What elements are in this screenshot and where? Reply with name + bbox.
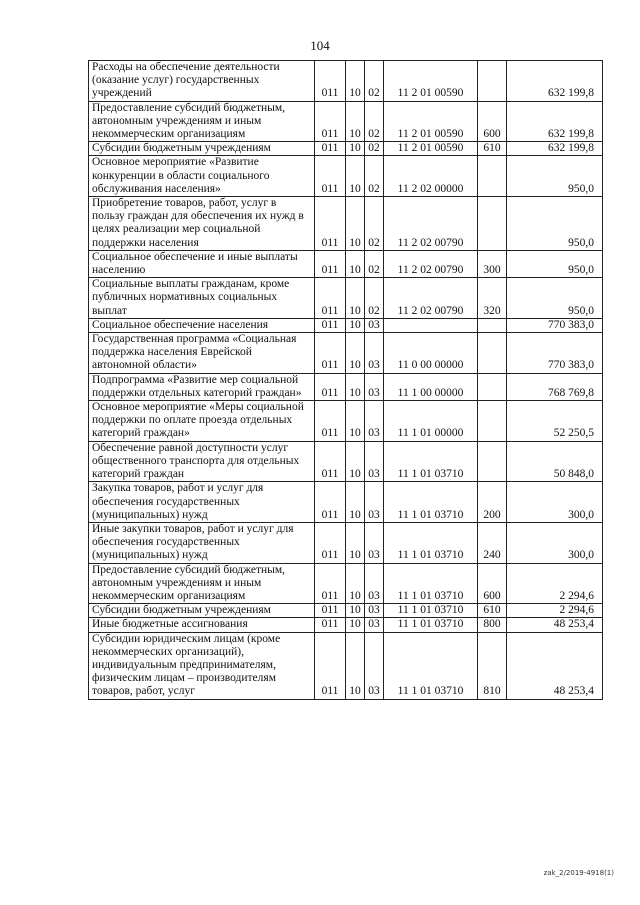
row-target-article-code: 11 1 01 03710 <box>384 522 478 563</box>
row-amount: 2 294,6 <box>507 604 603 618</box>
row-section-code: 10 <box>346 441 365 482</box>
table-row <box>89 61 603 102</box>
row-subsection-code: 03 <box>365 333 384 374</box>
row-target-article-code: 11 2 01 00590 <box>384 61 478 102</box>
row-section-code: 10 <box>346 482 365 523</box>
row-target-article-code: 11 1 01 03710 <box>384 563 478 604</box>
row-expense-type-code: 800 <box>478 618 507 632</box>
row-expense-type-code <box>478 441 507 482</box>
row-subsection-code: 03 <box>365 482 384 523</box>
page-number: 104 <box>310 38 330 53</box>
row-target-article-code: 11 1 01 03710 <box>384 618 478 632</box>
row-section-code: 10 <box>346 373 365 400</box>
row-admin-code: 011 <box>315 101 346 142</box>
table-row <box>89 333 603 374</box>
row-name: Социальное обеспечение и иные выплаты населению <box>89 250 315 277</box>
row-amount: 768 769,8 <box>507 373 603 400</box>
row-admin-code: 011 <box>315 142 346 156</box>
row-subsection-code: 03 <box>365 318 384 332</box>
table-row <box>89 522 603 563</box>
table-row <box>89 101 603 142</box>
row-target-article-code: 11 2 01 00590 <box>384 101 478 142</box>
row-name: Социальные выплаты гражданам, кроме публичных нормативных социальных выплат <box>89 278 315 319</box>
table-row <box>89 373 603 400</box>
table-row <box>89 482 603 523</box>
row-target-article-code: 11 2 01 00590 <box>384 142 478 156</box>
row-admin-code: 011 <box>315 318 346 332</box>
row-section-code: 10 <box>346 156 365 197</box>
row-amount: 2 294,6 <box>507 563 603 604</box>
table-row <box>89 156 603 197</box>
row-admin-code: 011 <box>315 156 346 197</box>
row-amount: 950,0 <box>507 278 603 319</box>
row-name: Иные закупки товаров, работ и услуг для обеспечения государственных (муниципальных) нужд <box>89 522 315 563</box>
row-amount: 950,0 <box>507 197 603 251</box>
budget-table-body <box>89 61 603 700</box>
row-expense-type-code: 810 <box>478 632 507 699</box>
row-name: Социальное обеспечение населения <box>89 318 315 332</box>
row-subsection-code: 02 <box>365 250 384 277</box>
row-expense-type-code: 240 <box>478 522 507 563</box>
row-section-code: 10 <box>346 142 365 156</box>
table-row <box>89 250 603 277</box>
row-admin-code: 011 <box>315 604 346 618</box>
row-amount: 950,0 <box>507 250 603 277</box>
row-subsection-code: 02 <box>365 142 384 156</box>
row-subsection-code: 03 <box>365 632 384 699</box>
row-section-code: 10 <box>346 563 365 604</box>
row-subsection-code: 02 <box>365 61 384 102</box>
row-name: Субсидии бюджетным учреждениям <box>89 142 315 156</box>
table-row <box>89 318 603 332</box>
budget-table <box>88 60 603 700</box>
row-subsection-code: 03 <box>365 373 384 400</box>
row-expense-type-code: 610 <box>478 604 507 618</box>
row-admin-code: 011 <box>315 333 346 374</box>
row-subsection-code: 03 <box>365 401 384 442</box>
row-admin-code: 011 <box>315 618 346 632</box>
row-expense-type-code: 600 <box>478 101 507 142</box>
table-row <box>89 197 603 251</box>
row-section-code: 10 <box>346 61 365 102</box>
row-section-code: 10 <box>346 250 365 277</box>
row-section-code: 10 <box>346 101 365 142</box>
row-amount: 300,0 <box>507 522 603 563</box>
row-expense-type-code <box>478 156 507 197</box>
row-admin-code: 011 <box>315 197 346 251</box>
row-expense-type-code: 300 <box>478 250 507 277</box>
table-row <box>89 441 603 482</box>
row-expense-type-code <box>478 333 507 374</box>
row-section-code: 10 <box>346 278 365 319</box>
row-section-code: 10 <box>346 632 365 699</box>
row-subsection-code: 03 <box>365 441 384 482</box>
row-admin-code: 011 <box>315 61 346 102</box>
row-admin-code: 011 <box>315 482 346 523</box>
row-target-article-code: 11 1 01 03710 <box>384 482 478 523</box>
row-target-article-code: 11 2 02 00790 <box>384 197 478 251</box>
row-name: Основное мероприятие «Развитие конкуренции в области социального обслуживания населения» <box>89 156 315 197</box>
table-row <box>89 618 603 632</box>
row-amount: 632 199,8 <box>507 101 603 142</box>
row-subsection-code: 02 <box>365 278 384 319</box>
row-expense-type-code: 600 <box>478 563 507 604</box>
row-amount: 48 253,4 <box>507 632 603 699</box>
row-amount: 770 383,0 <box>507 318 603 332</box>
row-expense-type-code <box>478 197 507 251</box>
row-admin-code: 011 <box>315 563 346 604</box>
row-subsection-code: 03 <box>365 618 384 632</box>
row-subsection-code: 03 <box>365 604 384 618</box>
row-amount: 52 250,5 <box>507 401 603 442</box>
row-name: Основное мероприятие «Меры социальной поддержки по оплате проезда отдельных категорий граждан» <box>89 401 315 442</box>
row-amount: 50 848,0 <box>507 441 603 482</box>
row-name: Субсидии бюджетным учреждениям <box>89 604 315 618</box>
row-section-code: 10 <box>346 522 365 563</box>
row-target-article-code: 11 2 02 00000 <box>384 156 478 197</box>
row-name: Расходы на обеспечение деятельности (оказание услуг) государственных учреждений <box>89 61 315 102</box>
row-expense-type-code <box>478 61 507 102</box>
table-row <box>89 563 603 604</box>
row-name: Подпрограмма «Развитие мер социальной поддержки отдельных категорий граждан» <box>89 373 315 400</box>
row-target-article-code: 11 0 00 00000 <box>384 333 478 374</box>
row-name: Приобретение товаров, работ, услуг в пользу граждан для обеспечения их нужд в целях реализации мер социальной поддержки населения <box>89 197 315 251</box>
row-target-article-code <box>384 318 478 332</box>
row-name: Предоставление субсидий бюджетным, автономным учреждениям и иным некоммерческим организациям <box>89 101 315 142</box>
row-target-article-code: 11 1 01 03710 <box>384 632 478 699</box>
table-row <box>89 604 603 618</box>
row-amount: 770 383,0 <box>507 333 603 374</box>
row-amount: 632 199,8 <box>507 61 603 102</box>
row-section-code: 10 <box>346 197 365 251</box>
row-name: Иные бюджетные ассигнования <box>89 618 315 632</box>
row-admin-code: 011 <box>315 373 346 400</box>
row-target-article-code: 11 1 00 00000 <box>384 373 478 400</box>
row-subsection-code: 02 <box>365 101 384 142</box>
row-name: Обеспечение равной доступности услуг общественного транспорта для отдельных категорий граждан <box>89 441 315 482</box>
row-name: Закупка товаров, работ и услуг для обеспечения государственных (муниципальных) нужд <box>89 482 315 523</box>
row-expense-type-code <box>478 401 507 442</box>
table-row <box>89 632 603 699</box>
row-target-article-code: 11 2 02 00790 <box>384 278 478 319</box>
row-section-code: 10 <box>346 618 365 632</box>
row-subsection-code: 02 <box>365 197 384 251</box>
row-amount: 950,0 <box>507 156 603 197</box>
row-amount: 48 253,4 <box>507 618 603 632</box>
row-subsection-code: 02 <box>365 156 384 197</box>
row-target-article-code: 11 2 02 00790 <box>384 250 478 277</box>
row-amount: 632 199,8 <box>507 142 603 156</box>
row-expense-type-code <box>478 373 507 400</box>
row-name: Предоставление субсидий бюджетным, автономным учреждениям и иным некоммерческим организациям <box>89 563 315 604</box>
row-expense-type-code: 610 <box>478 142 507 156</box>
row-target-article-code: 11 1 01 03710 <box>384 604 478 618</box>
row-amount: 300,0 <box>507 482 603 523</box>
row-section-code: 10 <box>346 604 365 618</box>
row-expense-type-code: 320 <box>478 278 507 319</box>
row-admin-code: 011 <box>315 441 346 482</box>
row-name: Субсидии юридическим лицам (кроме некоммерческих организаций), индивидуальным предпринимателям, физическим лицам – производителям товаров, работ, услуг <box>89 632 315 699</box>
row-target-article-code: 11 1 01 00000 <box>384 401 478 442</box>
table-row <box>89 278 603 319</box>
row-admin-code: 011 <box>315 522 346 563</box>
table-row <box>89 142 603 156</box>
row-expense-type-code <box>478 318 507 332</box>
row-name: Государственная программа «Социальная поддержка населения Еврейской автономной области» <box>89 333 315 374</box>
row-admin-code: 011 <box>315 250 346 277</box>
row-subsection-code: 03 <box>365 563 384 604</box>
row-admin-code: 011 <box>315 278 346 319</box>
row-section-code: 10 <box>346 318 365 332</box>
row-admin-code: 011 <box>315 401 346 442</box>
row-subsection-code: 03 <box>365 522 384 563</box>
document-code: zak_2/2019-4918(1) <box>543 869 614 877</box>
row-expense-type-code: 200 <box>478 482 507 523</box>
row-target-article-code: 11 1 01 03710 <box>384 441 478 482</box>
row-section-code: 10 <box>346 333 365 374</box>
row-section-code: 10 <box>346 401 365 442</box>
table-row <box>89 401 603 442</box>
row-admin-code: 011 <box>315 632 346 699</box>
